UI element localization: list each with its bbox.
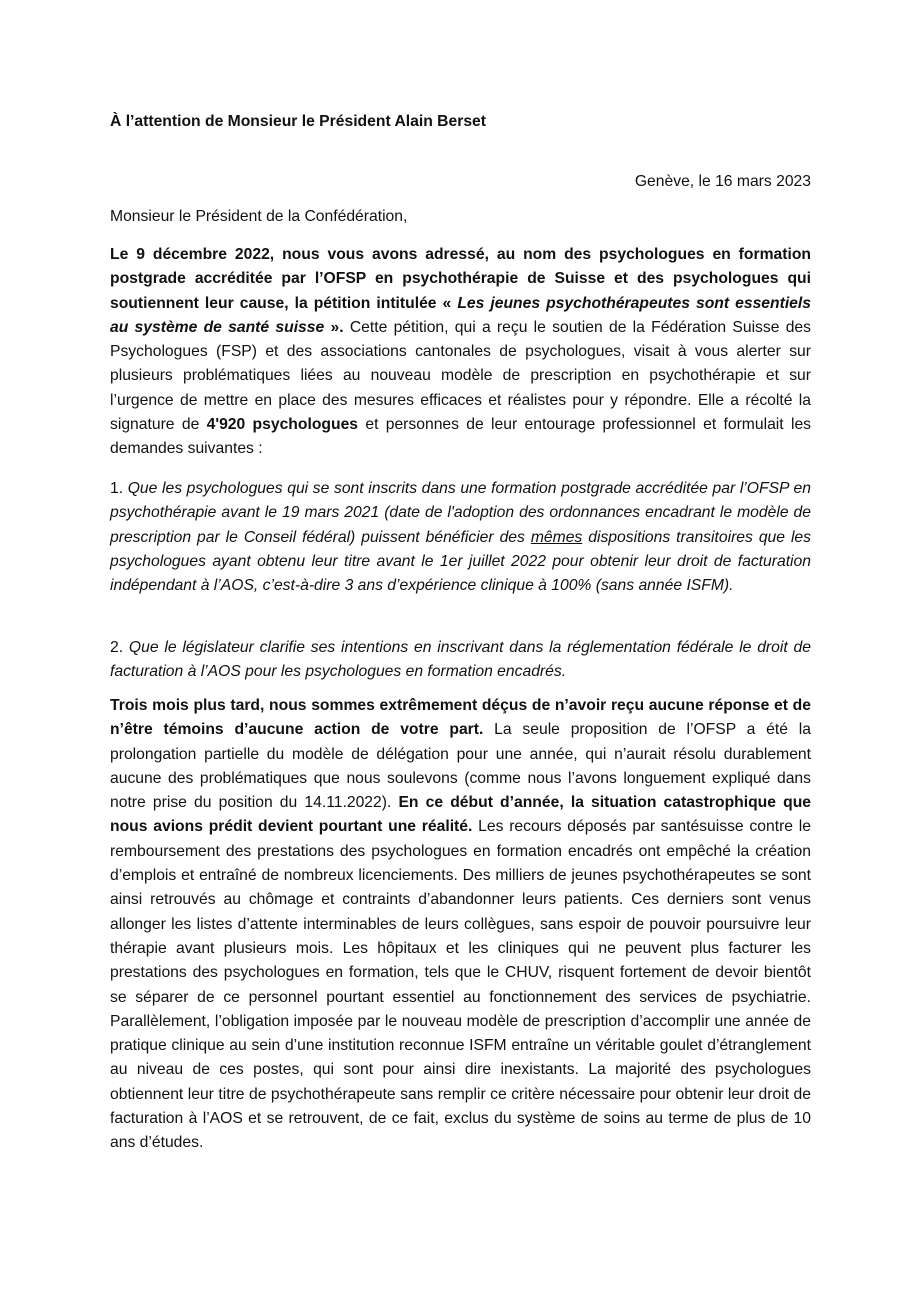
paragraph-situation — [110, 694, 811, 1156]
situation-text-b: Les recours déposés par santésuisse contre le remboursement des prestations des psychologues en formation encadrés ont empêché la création d’emplois et entraîné de nombreux licenciements. Des milliers de jeunes psychothérapeutes se sont ainsi retrouvés au chômage et contraints d’abandonner leurs patients. Ces derniers sont venus allonger les listes d’attente interminables de leurs collègues, sans espoir de pouvoir poursuivre leur thérapie avant plusieurs mois. Les hôpitaux et les cliniques qui ne peuvent plus facturer les prestations des psychologues en formation, tels que le CHUV, risquent fortement de devoir bientôt se séparer de ce personnel pourtant essentiel au fonctionnement des services de psychiatrie. Parallèlement, l’obligation imposée par le nouveau modèle de prescription d’accomplir une année de pratique clinique au sein d’une institution reconnue ISFM entraîne un véritable goulet d’étranglement au niveau de ces postes, qui sont pour ainsi dire inexistants. La majorité des psychologues obtiennent leur titre de psychothérapeute sans remplir ce critère nécessaire pour obtenir leur droit de facturation à l’AOS et se retrouvent, de ce fait, exclus du système de soins au terme de plus de 10 ans d’études. — [110, 818, 812, 1152]
petition-description-end: et personnes de leur entourage professionnel et formulait les demandes suivantes : — [110, 416, 812, 458]
demand-2-number: 2. — [110, 639, 129, 656]
petition-title-close: ». — [324, 318, 344, 336]
demand-1-number: 1. — [110, 480, 128, 497]
date-line: Genève, le 16 mars 2023 — [634, 173, 811, 190]
demand-1-text-a: Que les psychologues qui se sont inscrits dans une formation postgrade accréditée par l’OFSP en psychothérapie avant le 19 mars 2021 (date de l'adoption des ordonnances encadrant le modèle de prescription par le Conseil fédéral) puissent bénéficier des — [110, 480, 811, 546]
addressee-line: À l’attention de Monsieur le Président Alain Berset — [110, 113, 486, 130]
demand-2-text: Que le législateur clarifie ses intentions en inscrivant dans la réglementation fédérale le droit de facturation à l’AOS pour les psychologues en formation encadrés. — [110, 639, 811, 681]
paragraph-petition — [110, 243, 811, 462]
situation-bold-b: En ce début d’année, la situation catastrophique que nous avions prédit devient pourtant une réalité. — [110, 794, 812, 836]
petition-intro-bold: Le 9 décembre 2022, nous vous avons adressé, au nom des psychologues en formation postgrade accréditée par l’OFSP en psychothérapie de Suisse et des psychologues qui soutiennent leur cause, la pétition intitulée « — [110, 246, 811, 312]
petition-description: Cette pétition, qui a reçu le soutien de la Fédération Suisse des Psychologues (FSP) et des associations cantonales de psychologues, visait à vous alerter sur plusieurs problématiques liées au nouveau modèle de prescription en psychothérapie et sur l’urgence de mettre en place des mesures efficaces et réalistes pour y répondre. Elle a récolté la signature de — [110, 318, 812, 434]
signature-count: 4'920 psychologues — [206, 416, 359, 434]
demand-1-underlined: mêmes — [530, 528, 583, 546]
petition-title: Les jeunes psychothérapeutes sont essentiels au système de santé suisse — [110, 294, 811, 336]
salutation: Monsieur le Président de la Confédération, — [110, 208, 408, 225]
situation-text-a: La seule proposition de l’OFSP a été la prolongation partielle du modèle de délégation pour une année, qui n’aurait résolu durablement aucune des problématiques que nous soulevons (comme nous l’avons longuement expliqué dans notre prise du position du 14.11.2022). — [110, 721, 811, 812]
demand-1 — [110, 477, 811, 598]
demand-2 — [110, 636, 811, 685]
demand-1-text-b: dispositions transitoires que les psychologues ayant obtenu leur titre avant le 1er juillet 2022 pour obtenir leur droit de facturation indépendant à l’AOS, c’est-à-dire 3 ans d’expérience clinique à 100% (sans année ISFM). — [110, 528, 812, 595]
situation-bold-a: Trois mois plus tard, nous sommes extrêmement déçus de n’avoir reçu aucune réponse et de n’être témoins d’aucune action de votre part. — [110, 697, 811, 739]
